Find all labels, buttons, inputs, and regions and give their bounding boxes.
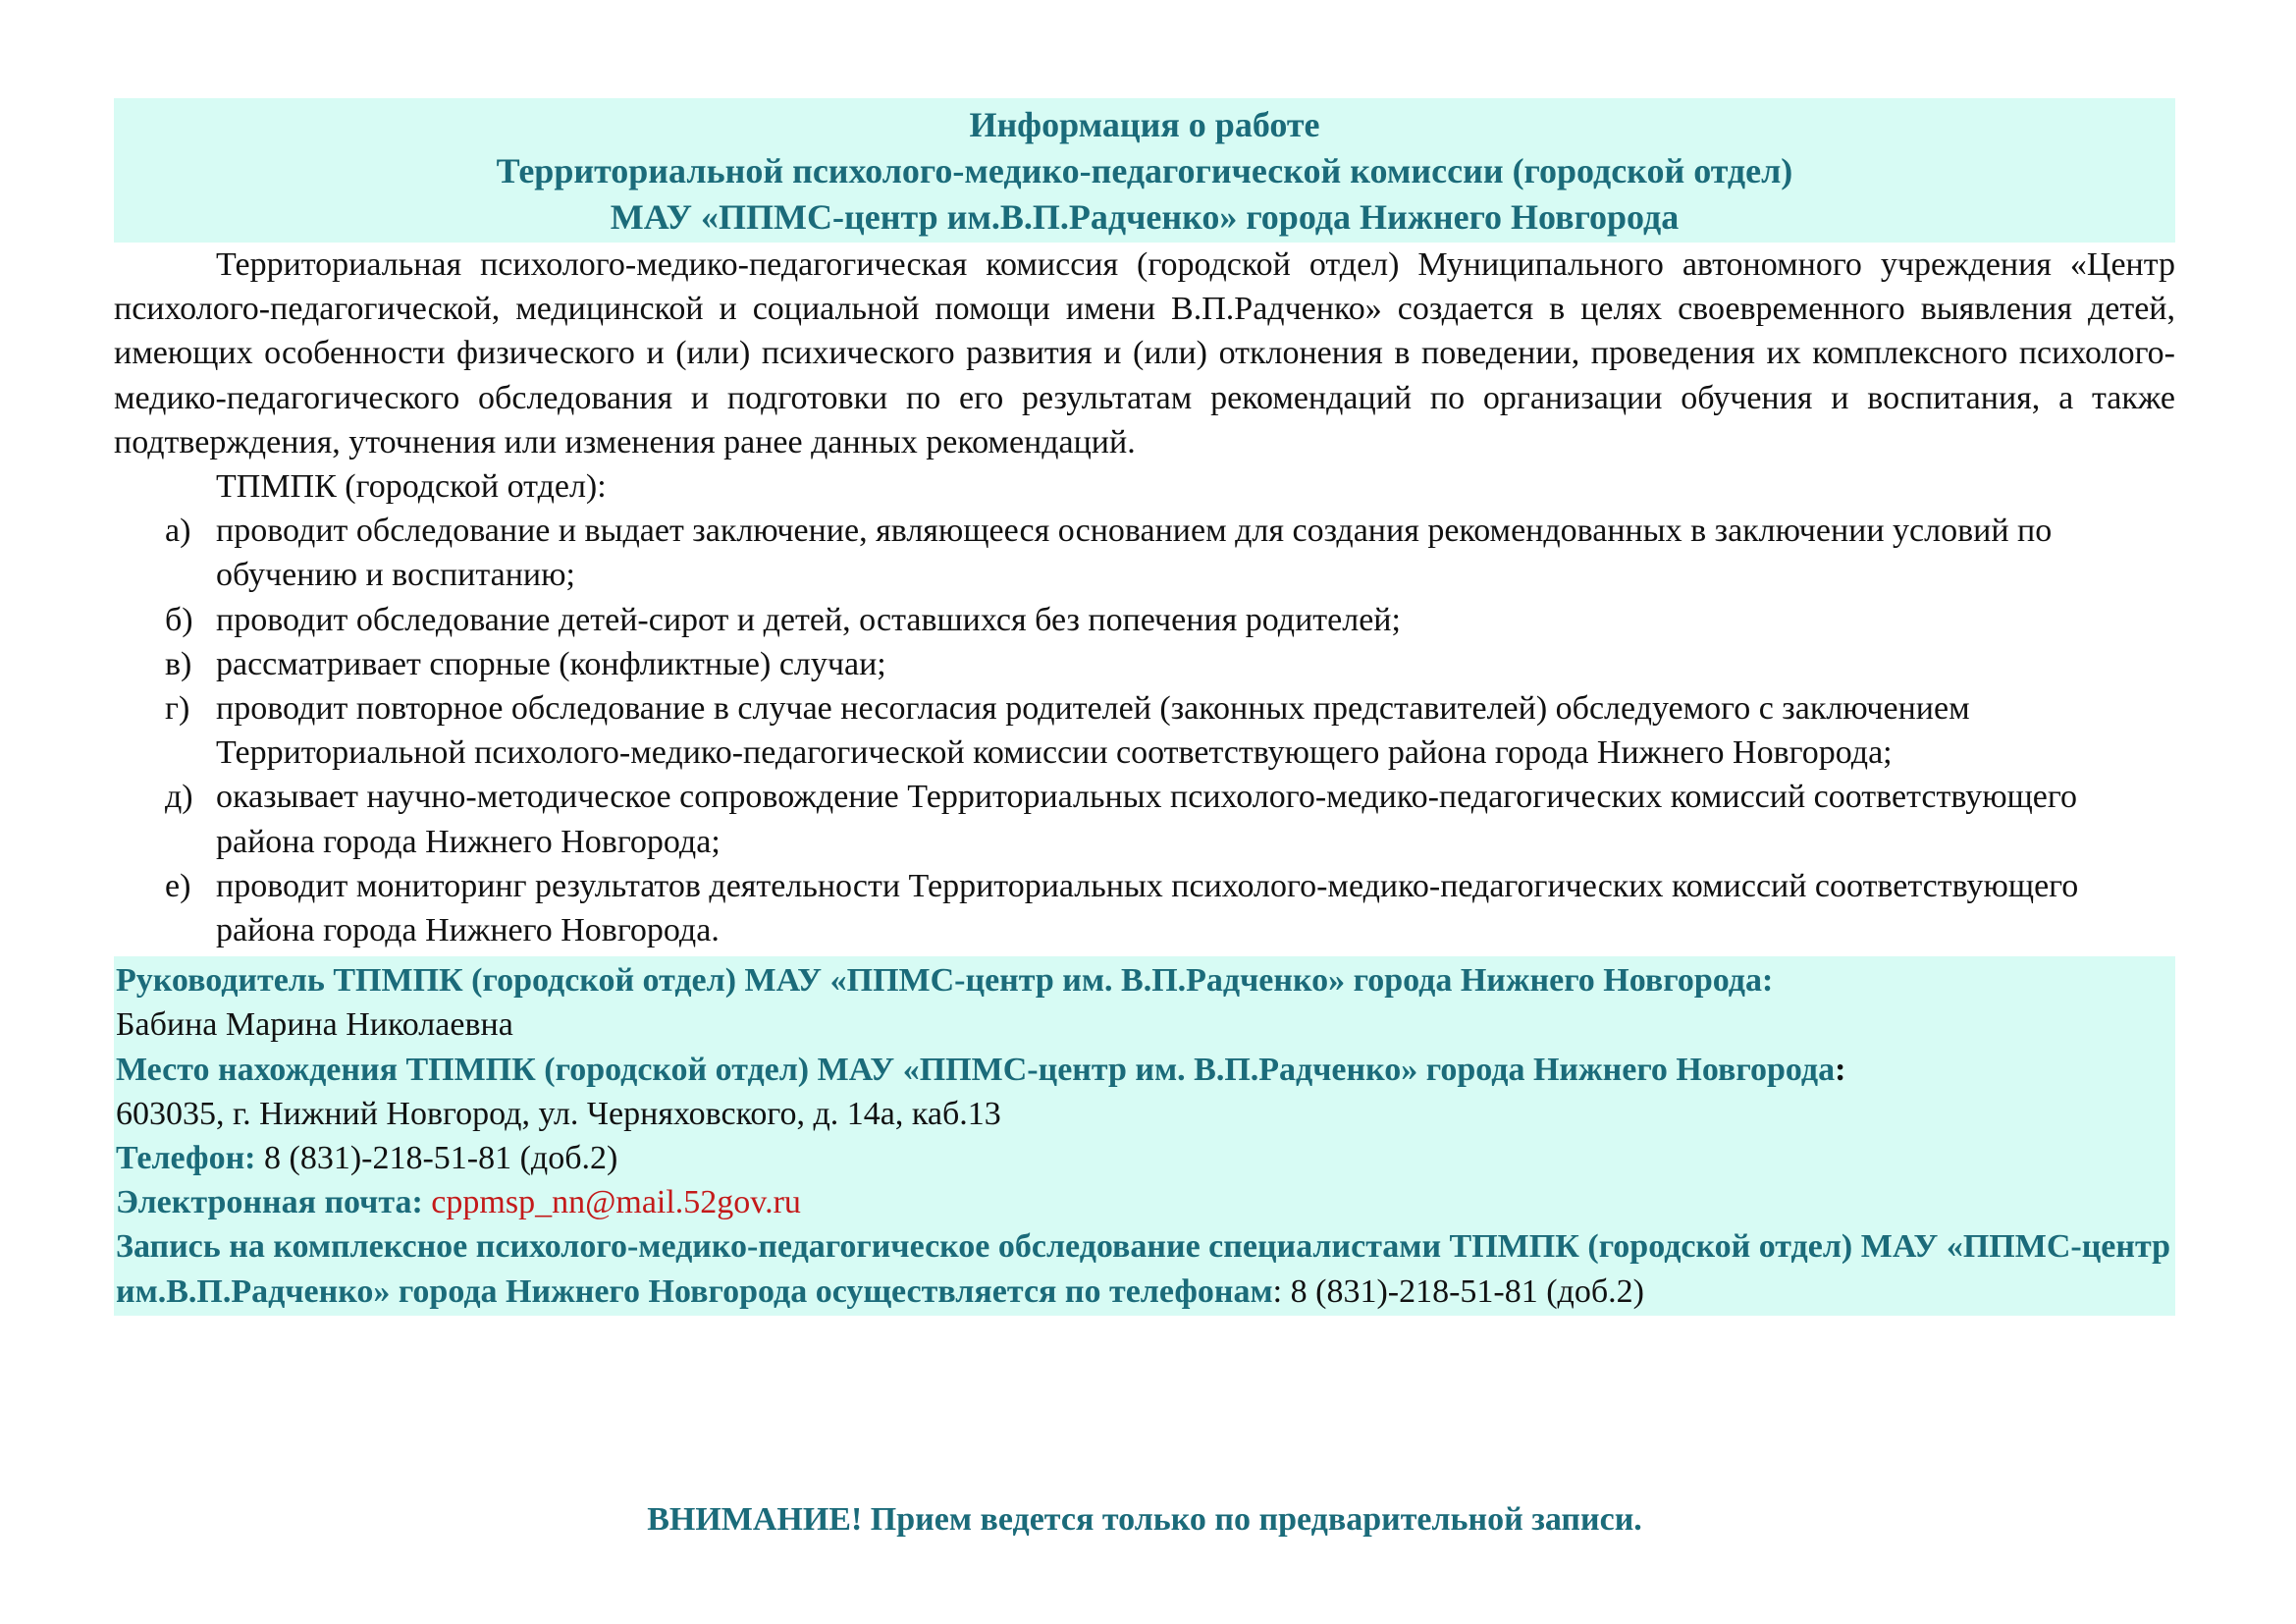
- list-item-text: оказывает научно-методическое сопровождение Территориальных психолого-медико-педагогических комиссий соответствующего района города Нижнего Новгорода;: [216, 779, 2077, 860]
- list-item: [114, 864, 2175, 952]
- list-item: [114, 509, 2175, 597]
- location-label: Место нахождения ТПМПК (городской отдел) МАУ «ППМС-центр им. В.П.Радченко» города Нижнего Новгорода: [116, 1051, 1836, 1088]
- list-marker: г): [165, 690, 190, 728]
- functions-list: [114, 509, 2175, 952]
- appointment-row: [116, 1224, 2175, 1313]
- list-item-text: проводит повторное обследование в случае несогласия родителей (законных представителей) обследуемого с заключением Территориальной психолого-медико-педагогической комиссии соответствующего района города Нижнего Новгорода;: [216, 690, 1970, 772]
- appointment-label: Запись на комплексное психолого-медико-педагогическое обследование специалистами ТПМПК (городской отдел) МАУ «ППМС-центр им.В.П.Радченко» города Нижнего Новгорода осуществляется по телефонам: [116, 1228, 2170, 1310]
- list-item-text: проводит обследование и выдает заключение, являющееся основанием для создания рекомендованных в заключении условий по обучению и воспитанию;: [216, 513, 2053, 594]
- contacts-block: [114, 956, 2175, 1316]
- list-item-text: рассматривает спорные (конфликтные) случаи;: [216, 645, 886, 682]
- head-label: Руководитель ТПМПК (городской отдел) МАУ «ППМС-центр им. В.П.Радченко» города Нижнего Новгорода:: [116, 962, 1774, 1000]
- list-marker: в): [165, 645, 192, 682]
- appointment-phone: : 8 (831)-218-51-81 (доб.2): [1272, 1272, 1644, 1310]
- email-row: [116, 1180, 2175, 1224]
- attention-notice: ВНИМАНИЕ! Прием ведется только по предварительной записи.: [647, 1501, 1642, 1538]
- list-intro: ТПМПК (городской отдел):: [216, 468, 607, 506]
- list-marker: б): [165, 601, 193, 638]
- email-link[interactable]: cppmsp_nn@mail.52gov.ru: [431, 1184, 801, 1221]
- intro-paragraph: Территориальная психолого-медико-педагогическая комиссия (городской отдел) Муниципального автономного учреждения «Центр психолого-педагогической, медицинской и социальной помощи имени В.П.Радченко» создается в целях своевременного выявления детей, имеющих особенности физического и (или) психического развития и (или) отклонения в поведении, проведения их комплексного психолого-медико-педагогического обследования и подготовки по его результатам рекомендаций по организации обучения и воспитания, а также подтверждения, уточнения или изменения ранее данных рекомендаций.: [114, 246, 2175, 460]
- title-line-1: Информация о работе: [969, 105, 1320, 144]
- title-block: [114, 98, 2175, 243]
- phone-label: Телефон:: [116, 1140, 256, 1177]
- list-item: [114, 642, 2175, 686]
- document-page: [114, 98, 2175, 1316]
- list-marker: а): [165, 513, 191, 550]
- title-line-3: МАУ «ППМС-центр им.В.П.Радченко» города Нижнего Новгорода: [610, 197, 1680, 237]
- phone-row: [116, 1136, 2175, 1180]
- address: 603035, г. Нижний Новгород, ул. Черняховского, д. 14а, каб.13: [116, 1095, 1001, 1132]
- list-item: [114, 686, 2175, 775]
- list-item: [114, 598, 2175, 642]
- list-item: [114, 775, 2175, 863]
- list-item-text: проводит обследование детей-сирот и детей, оставшихся без попечения родителей;: [216, 601, 1401, 638]
- head-name: Бабина Марина Николаевна: [116, 1006, 513, 1044]
- title-line-2: Территориальной психолого-медико-педагогической комиссии (городской отдел): [496, 151, 1793, 190]
- list-item-text: проводит мониторинг результатов деятельности Территориальных психолого-медико-педагогических комиссий соответствующего района города Нижнего Новгорода.: [216, 867, 2079, 949]
- phone-value: 8 (831)-218-51-81 (доб.2): [264, 1140, 618, 1177]
- email-label: Электронная почта:: [116, 1184, 423, 1221]
- list-marker: д): [165, 779, 193, 816]
- location-row: [116, 1048, 2175, 1092]
- list-marker: е): [165, 867, 191, 904]
- location-colon: :: [1835, 1051, 1846, 1088]
